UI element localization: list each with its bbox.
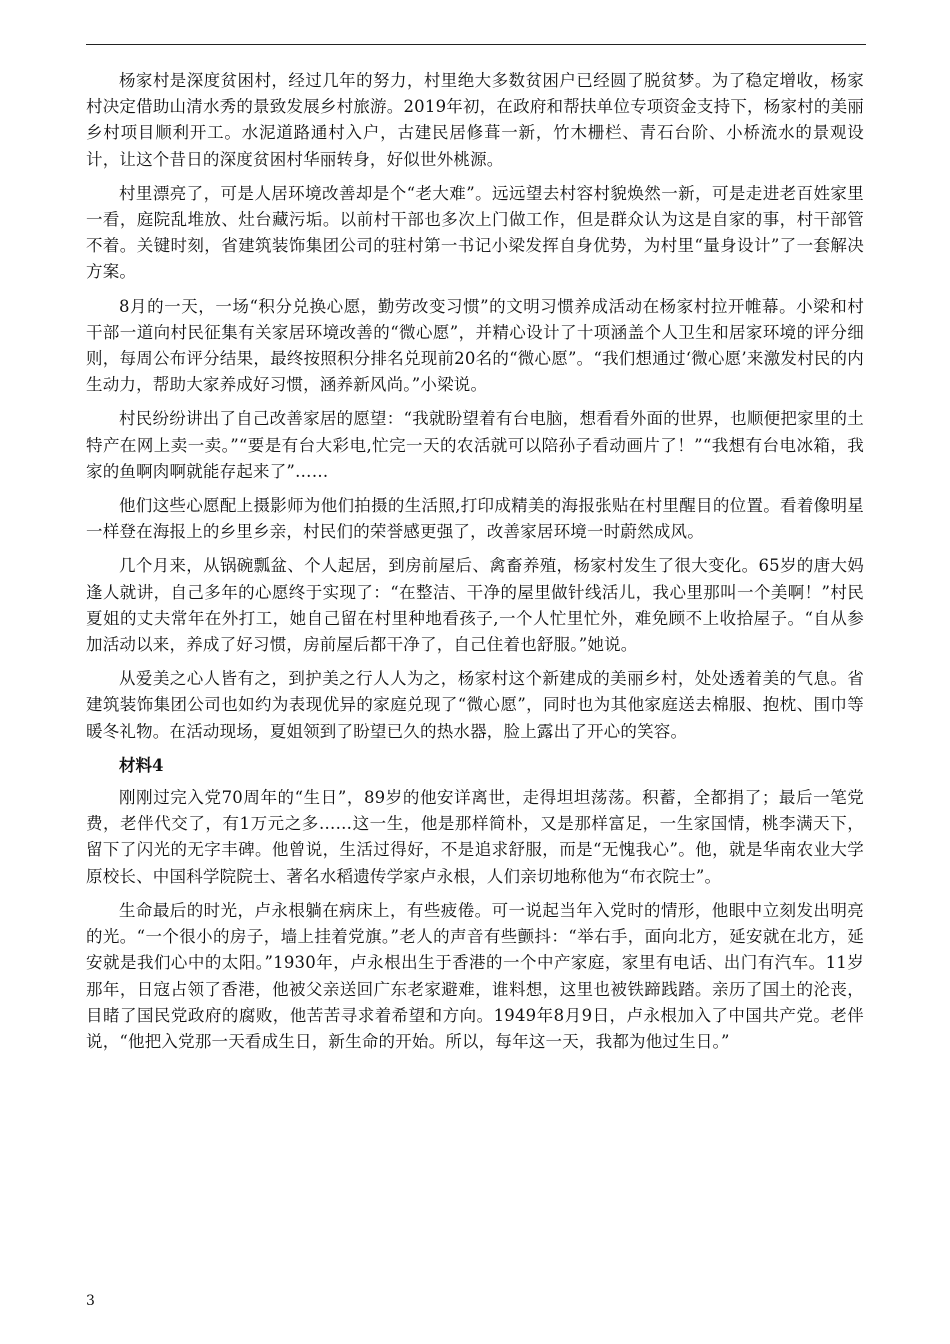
document-body [86, 68, 864, 1063]
paragraph-5: 他们这些心愿配上摄影师为他们拍摄的生活照,打印成精美的海报张贴在村里醒目的位置。看着像明星一样登在海报上的乡里乡亲，村民们的荣誉感更强了，改善家居环境一时蔚然成风。 [86, 496, 864, 542]
paragraph-4: 村民纷纷讲出了自己改善家居的愿望：“我就盼望着有台电脑，想看看外面的世界，也顺便把家里的土特产在网上卖一卖。”“要是有台大彩电,忙完一天的农活就可以陪孙子看动画片了！”“我想有台电冰箱，我家的鱼啊肉啊就能存起来了”…… [86, 409, 864, 481]
section-heading: 材料4 [119, 755, 164, 775]
paragraph-7: 从爱美之心人皆有之，到护美之行人人为之，杨家村这个新建成的美丽乡村，处处透着美的气息。省建筑装饰集团公司也如约为表现优异的家庭兑现了“微心愿”，同时也为其他家庭送去棉服、抱枕、围巾等暖冬礼物。在活动现场，夏姐领到了盼望已久的热水器，脸上露出了开心的笑容。 [86, 669, 864, 741]
header-rule [86, 44, 866, 45]
page-number: 3 [86, 1293, 95, 1309]
paragraph-9: 生命最后的时光，卢永根躺在病床上，有些疲倦。可一说起当年入党时的情形，他眼中立刻发出明亮的光。“一个很小的房子，墙上挂着党旗。”老人的声音有些颤抖：“举右手，面向北方，延安就在北方，延安就是我们心中的太阳。”1930年，卢永根出生于香港的一个中产家庭，家里有电话、出门有汽车。11岁那年，日寇占领了香港，他被父亲送回广东老家避难，谁料想，这里也被铁蹄践踏。亲历了国土的沦丧，目睹了国民党政府的腐败，他苦苦寻求着希望和方向。1949年8月9日，卢永根加入了中国共产党。老伴说，“他把入党那一天看成生日，新生命的开始。所以，每年这一天，我都为他过生日。” [86, 900, 864, 1051]
paragraph-3: 8月的一天，一场“积分兑换心愿，勤劳改变习惯”的文明习惯养成活动在杨家村拉开帷幕。小梁和村干部一道向村民征集有关家居环境改善的“微心愿”，并精心设计了十项涵盖个人卫生和居家环境的评分细则，每周公布评分结果，最终按照积分排名兑现前20名的“微心愿”。“我们想通过‘微心愿’来激发村民的内生动力，帮助大家养成好习惯，涵养新风尚。”小梁说。 [86, 296, 864, 395]
paragraph-1: 杨家村是深度贫困村，经过几年的努力，村里绝大多数贫困户已经圆了脱贫梦。为了稳定增收，杨家村决定借助山清水秀的景致发展乡村旅游。2019年初，在政府和帮扶单位专项资金支持下，杨家村的美丽乡村项目顺利开工。水泥道路通村入户，古建民居修葺一新，竹木栅栏、青石台阶、小桥流水的景观设计，让这个昔日的深度贫困村华丽转身，好似世外桃源。 [86, 71, 864, 169]
paragraph-8: 刚刚过完入党70周年的“生日”，89岁的他安详离世，走得坦坦荡荡。积蓄，全都捐了；最后一笔党费，老伴代交了，有1万元之多……这一生，他是那样简朴，又是那样富足，一生家国情，桃李满天下，留下了闪光的无字丰碑。他曾说，生活过得好，不是追求舒服，而是“无愧我心”。他，就是华南农业大学原校长、中国科学院院士、著名水稻遗传学家卢永根，人们亲切地称他为“布衣院士”。 [86, 788, 864, 886]
paragraph-6: 几个月来，从锅碗瓢盆、个人起居，到房前屋后、禽畜养殖，杨家村发生了很大变化。65岁的唐大妈逢人就讲，自己多年的心愿终于实现了：“在整洁、干净的屋里做针线活儿，我心里那叫一个美啊！”村民夏姐的丈夫常年在外打工，她自己留在村里种地看孩子,一个人忙里忙外，难免顾不上收拾屋子。“自从参加活动以来，养成了好习惯，房前屋后都干净了，自己住着也舒服。”她说。 [86, 556, 864, 655]
paragraph-2: 村里漂亮了，可是人居环境改善却是个“老大难”。远远望去村容村貌焕然一新，可是走进老百姓家里一看，庭院乱堆放、灶台藏污垢。以前村干部也多次上门做工作，但是群众认为这是自家的事，村干部管不着。关键时刻，省建筑装饰集团公司的驻村第一书记小梁发挥自身优势，为村里“量身设计”了一套解决方案。 [86, 183, 864, 282]
